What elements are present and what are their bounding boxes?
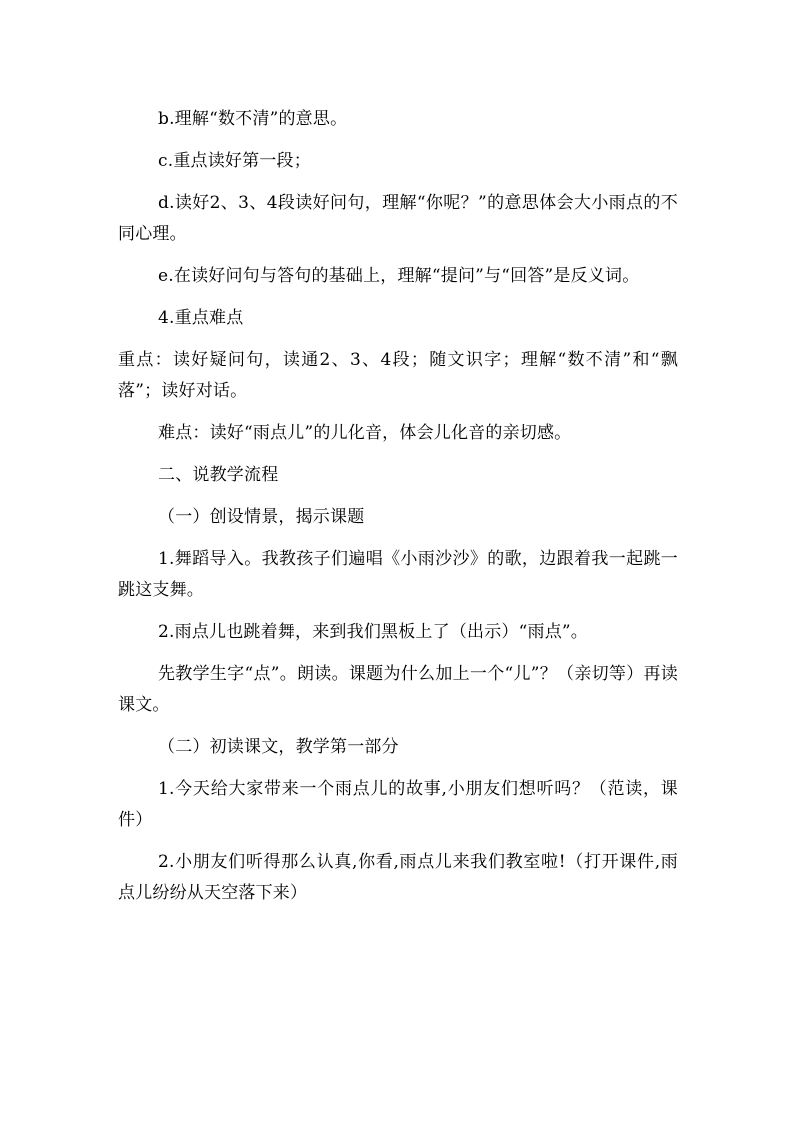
paragraph-objective-e: e.在读好问句与答句的基础上，理解“提问”与“回答”是反义词。 — [158, 266, 640, 286]
subsection-heading-1: （一）创设情景，揭示课题 — [158, 507, 365, 527]
document-body — [118, 104, 678, 920]
paragraph-step-2: 2.雨点儿也跳着舞，来到我们黑板上了（出示）“雨点”。 — [158, 622, 589, 642]
paragraph-difficulties: 难点：读好“雨点儿”的儿化音，体会儿化音的亲切感。 — [158, 423, 572, 443]
paragraph-reading-step-1: 1.今天给大家带来一个雨点儿的故事,小朋友们想听吗？（范读，课件） — [118, 779, 678, 830]
paragraph-key-points: 重点：读好疑问句，读通2、3、4段；随文识字；理解“数不清”和“飘落”；读好对话。 — [118, 350, 678, 401]
paragraph-teach-character: 先教学生字“点”。朗读。课题为什么加上一个“儿”？（亲切等）再读课文。 — [118, 664, 678, 715]
subsection-heading-2: （二）初读课文，教学第一部分 — [158, 737, 399, 757]
paragraph-objective-c: c.重点读好第一段； — [158, 151, 311, 171]
paragraph-objective-d: d.读好2、3、4段读好问句，理解“你呢？”的意思体会大小雨点的不同心理。 — [118, 193, 678, 244]
section-heading-teaching-process: 二、说教学流程 — [158, 465, 279, 485]
paragraph-objective-b: b.理解“数不清”的意思。 — [158, 109, 348, 129]
paragraph-step-1: 1.舞蹈导入。我教孩子们遍唱《小雨沙沙》的歌，边跟着我一起跳一跳这支舞。 — [118, 549, 678, 600]
paragraph-reading-step-2: 2.小朋友们听得那么认真,你看,雨点儿来我们教室啦!（打开课件,雨点儿纷纷从天空落下来） — [118, 852, 678, 903]
section-heading-key-points: 4.重点难点 — [158, 308, 244, 328]
